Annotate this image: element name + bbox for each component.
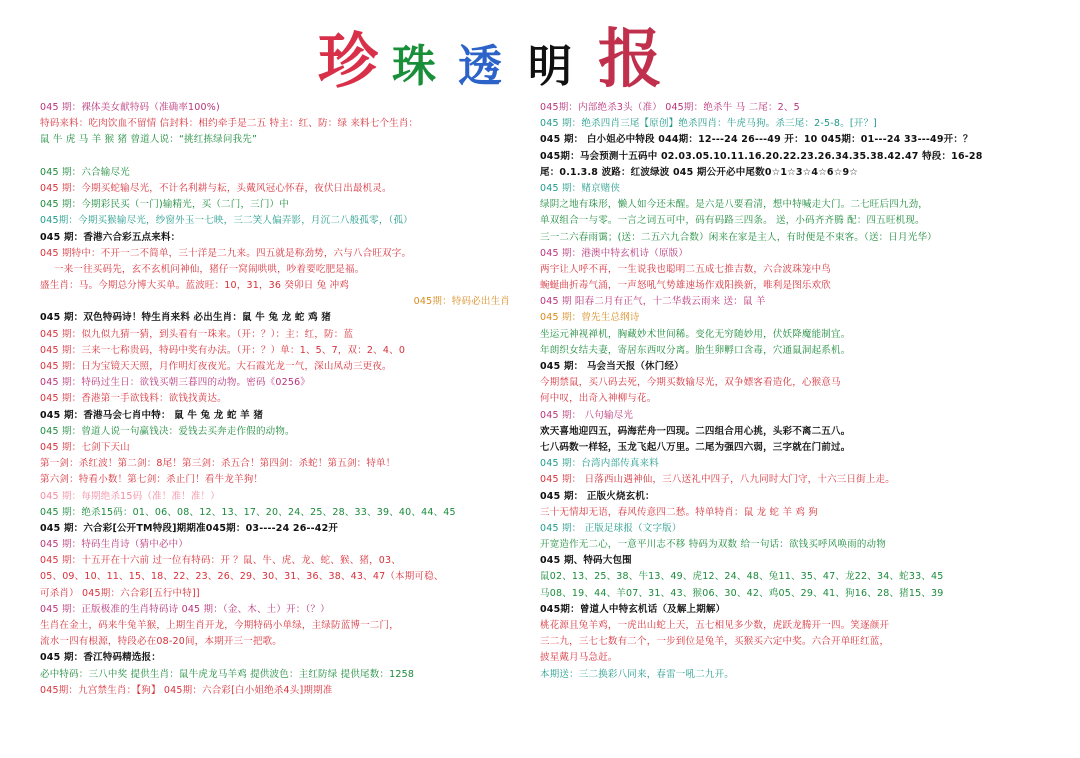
- left-text-line: 045 期：香港马会七肖中特： 鼠 牛 兔 龙 蛇 羊 猪: [40, 409, 264, 421]
- left-text-line: 045 期：六合彩[公开TM特段]期期准045期：03----24 26--42开: [40, 522, 339, 534]
- right-text-line: 045 期：绝杀四肖三尾【原创】绝杀四肖：牛虎马狗。杀三尾：2-5-8。[开？]: [540, 118, 878, 130]
- left-text-line: 045 期：香江特码精选报：: [40, 652, 161, 664]
- right-text-line: 桃花源且兔羊鸡，一虎出山蛇上天，五七相见多少数，虎跃龙腾开一四。笑逐颜开: [540, 620, 890, 631]
- left-text-line: 045期：九宫禁生肖：【狗】 045期：六合彩[白小姐绝杀4头]期期准: [40, 684, 333, 696]
- left-text-line: 045 期：六合输尽光: [40, 166, 130, 178]
- right-text-line: 七八码数一样轻，玉龙飞起八万里。二尾为强四六弱，三字就在门前过。: [540, 441, 851, 453]
- left-text-line: 045 期特中：不开一二不简单，三十洋是二九来。四五就是称劲势，六与八合旺双字。: [40, 247, 412, 259]
- left-text-line: 045 期：三来一七称贵码，特码中奖有办法。（开：？）单：1、5、7，双：2、4、0: [40, 344, 406, 356]
- left-text-line: 盛生肖：马。今期总分博大买单。蓝波旺：10，31，36 癸卯日 兔 冲鸡: [40, 280, 350, 292]
- left-text-line: 045期：今期买猴输尽光，纱窗外玉一七映，三二笑人偏弄影，月沉二八般孤零，（孤）: [40, 215, 413, 227]
- right-text-line: 045 期、特码大包围: [540, 555, 632, 567]
- left-text-line: 045 期：香港六合彩五点来料：: [40, 231, 181, 243]
- right-text-line: 045 期 阳春二月有正气，十二华载云雨来 送：鼠 羊: [540, 296, 766, 308]
- left-text-line: 045 期：特码生肖诗（猜中必中）: [40, 539, 189, 551]
- left-text-line: 045 期：十五开在十六前 过一位有特码：开 ？鼠、牛、虎、龙、蛇、猴、猪，03、: [40, 555, 401, 567]
- left-text-line: 045 期：今期彩民买（一门)输精光，买（二门，三门）中: [40, 199, 289, 211]
- right-text-line: 今期禁鼠，买八码去死，今期买数输尽光，双争嫖客看造化，心猴意马: [540, 377, 841, 389]
- title-char-4: 明: [528, 41, 572, 92]
- left-text-line: 045 期：绝杀15码：01、06、08、12、13、17、20、24、25、28、33、39、40、44、45: [40, 506, 456, 518]
- title-char-1: 珍: [318, 27, 378, 97]
- right-text-line: 045 期：港澳中特玄机诗（原版）: [540, 247, 689, 259]
- right-text-line: 年朗织女结夫妻，寄居东西叹分离。胎生卵孵口含毒，穴通鼠洞起系机。: [540, 344, 851, 356]
- page-title: [0, 6, 1080, 98]
- left-text-line: 045 期：每期绝杀15码（准！准！准！）: [40, 490, 220, 502]
- left-text-line: 045 期：七剑下天山: [40, 441, 130, 453]
- left-text-line: 生肖在金土，码来牛兔羊猴，上期生肖开龙，今期特码小单绿，主绿防蓝博一二门，: [40, 620, 399, 631]
- title-char-5: 报: [598, 22, 662, 97]
- right-text-line: 绿阴之地有珠形，懒人如今还未醒。是六是八要看清，想中特喊走大门。二七旺后四九劲，: [540, 199, 929, 211]
- right-text-line: 045期：内部绝杀3头（准） 045期：绝杀牛 马 二尾：2、5: [540, 102, 800, 113]
- left-text-line: [40, 149, 510, 165]
- right-text-line: 045 期：台湾内部传真来料: [540, 458, 659, 470]
- right-text-line: 坐运元神视禅机，胸藏妙术世间稀。变化无穷随妙用，伏妖降魔能制宜。: [540, 328, 851, 340]
- right-column: [540, 100, 1030, 683]
- left-text-line: 045 期：香港第一手欲钱料：欲钱找黄达。: [40, 393, 227, 405]
- right-text-line: 三二九，三七七数有二个，一步到位是兔羊，买猴买六定中奖。六合开单旺红蓝，: [540, 636, 890, 648]
- right-text-line: 单双组合一与零。一言之词五可中，码有码路三四条。 送，小码齐齐腾 配：四五旺机现。: [540, 215, 925, 227]
- right-text-line: 045 期： 八句输尽光: [540, 409, 634, 421]
- left-text-line: 045 期：曾道人说一句赢钱决：爱钱去买奔走作假的动物。: [40, 425, 295, 437]
- right-text-line: 045 期： 日落西山遇神仙，三八送礼中四子，八九同时大门守，十六三日街上走。: [540, 474, 895, 486]
- left-text-line: 045 期：特码过生日：欲钱买朝三暮四的动物。密码《0256》: [40, 377, 311, 389]
- right-text-line: 尾：0.1.3.8 波路：红波绿波 045 期公开必中尾数0☆1☆3☆4☆6☆9☆: [540, 166, 858, 178]
- left-text-line: 045 期：日为宝镜天天照，月作明灯夜夜光。大石霞光龙一气，深山凤动三更夜。: [40, 361, 392, 372]
- right-text-line: 045期：曾道人中特玄机话（及解上期解）: [540, 603, 726, 615]
- right-text-line: 何中叹，出奇入神柳与花。: [540, 393, 657, 405]
- right-text-line: 045 期：赌京赌侠: [540, 182, 621, 194]
- right-text-line: 马08、19、44、羊07、31、43、猴06、30、42、鸡05、29、41、狗16、28、猪15、39: [540, 587, 944, 599]
- left-column: [40, 100, 510, 699]
- right-text-line: 045 期： 马会当天报（休门经）: [540, 361, 684, 372]
- left-text-line: 第六剑：特看小数！第七剑：杀止门！看牛龙羊狗！: [40, 474, 264, 486]
- right-text-line: 045 期： 正版足球报（文字版）: [540, 522, 682, 534]
- right-text-line: 鼠02、13、25、38、牛13、49、虎12、24、48、兔11、35、47、龙22、34、蛇33、45: [540, 571, 944, 583]
- right-text-line: 蜿蜒曲折毒气涌，一声怒吼气势雄速场作戏阳换新，唯利是图乐欢欣: [540, 280, 832, 292]
- left-text-line: 必中特码：三八中奖 提供生肖：鼠牛虎龙马羊鸡 提供波色：主红防绿 提供尾数：1258: [40, 668, 415, 680]
- right-text-line: 本期送：三二换彩八同来，春雷一吼二九开。: [540, 668, 735, 680]
- left-text-line: 045 期：双色特码诗！特生肖来料 必出生肖：鼠 牛 兔 龙 蛇 鸡 猪: [40, 312, 331, 324]
- right-text-line: 045 期：曾先生总纲诗: [540, 312, 640, 324]
- left-text-line: 045期：特码必出生肖: [413, 296, 510, 308]
- left-text-line: 045 期：似九似九猜一猜，到头看有一珠来。（开：？）：主：红，防：蓝: [40, 328, 354, 340]
- right-text-line: 045 期： 正版火烧玄机：: [540, 490, 655, 502]
- title-char-2: 珠: [392, 41, 436, 92]
- left-text-line: 045 期：正版极准的生肖特码诗 045 期：（金、木、土）开：（？）: [40, 603, 330, 615]
- left-text-line: 特码来料：吃肉饮血不留情 信封料：相约牵手是二五 特主：红、防：绿 来料七个生肖：: [40, 118, 419, 130]
- left-text-line: 一来一往买码先，玄不玄机问神仙，猪仔一窝闹哄哄，吵着要吃肥是福。: [54, 263, 365, 275]
- right-text-line: 三一二六春雨霭；(送：二五六九合数）闲来在家是主人，有时便是不束客。（送：日月光华）: [540, 231, 937, 243]
- left-text-line: 可杀肖） 045期：六合彩[五行中特]]: [40, 587, 200, 599]
- right-text-line: 045期：马会预测十五码中 02.03.05.10.11.16.20.22.23.26.34.35.38.42.47 特段：16-28: [540, 150, 983, 162]
- right-text-line: 045 期： 白小姐必中特段 044期：12---24 26---49 开：10 045期：01---24 33---49开：？: [540, 134, 973, 146]
- left-text-line: 流水一四有根源，特段必在08-20间，本期开三一把歌。: [40, 636, 283, 648]
- right-text-line: 三十无情却无语，春风传意四二愁。特单特肖：鼠 龙 蛇 羊 鸡 狗: [540, 506, 818, 518]
- left-text-line: 鼠 牛 虎 马 羊 猴 猪 曾道人说：“挑红拣绿问我先”: [40, 134, 258, 146]
- left-text-line: 第一剑：杀红波！第二剑：8尾！第三剑：杀五合！第四剑：杀蛇！第五剑：特单！: [40, 458, 396, 470]
- title-char-3: 透: [458, 41, 502, 92]
- right-text-line: 欢天喜地迎四五，码海茫舟一四现。二四组合用心挑，头彩不离二五八。: [540, 425, 851, 437]
- left-text-line: 045 期：今期买蛇输尽光，不计名利耕与耘，头戴风冠心怀春，夜伏日出最机灵。: [40, 182, 392, 194]
- right-text-line: 披星戴月马急赶。: [540, 652, 618, 664]
- right-text-line: 开宽造作无二心，一意平川志不移 特码为双数 给一句话：欲钱买呼风唤雨的动物: [540, 539, 886, 551]
- left-text-line: 05、09、10、11、15、18、22、23、26、29、30、31、36、38、43、47（本期可稳、: [40, 571, 444, 583]
- left-text-line: 045 期：裸体美女献特码（准确率100%): [40, 102, 220, 113]
- right-text-line: 两宇让人呼不再，一生说我也聪明二五成七推吉数，六合波珠笼中鸟: [540, 263, 832, 275]
